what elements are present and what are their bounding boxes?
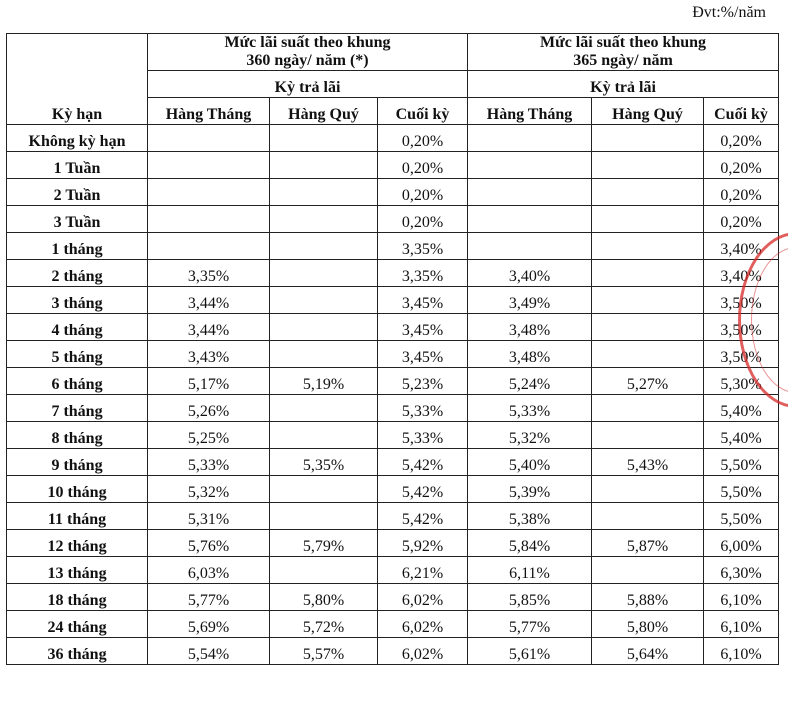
end-365-cell: 5,50% [704,476,779,503]
table-row [7,449,779,476]
end-360-cell: 5,42% [378,449,468,476]
table-row [7,152,779,179]
end-360-cell: 6,02% [378,611,468,638]
group-365-line2: 365 ngày/ năm [573,52,673,69]
quarterly-365-cell: 5,80% [592,611,704,638]
end-365-cell: 3,40% [704,233,779,260]
monthly-365-cell: 5,85% [468,584,592,611]
term-cell: 1 Tuần [7,152,148,179]
term-cell: 36 tháng [7,638,148,665]
term-cell: 3 tháng [7,287,148,314]
monthly-360-cell: 5,32% [148,476,270,503]
end-360-cell: 6,21% [378,557,468,584]
term-cell: 2 Tuần [7,179,148,206]
end-360-cell: 5,33% [378,422,468,449]
end-360-cell: 3,35% [378,260,468,287]
end-360-cell: 0,20% [378,152,468,179]
quarterly-365-cell [592,476,704,503]
quarterly-360-cell [270,422,378,449]
monthly-365-cell: 5,40% [468,449,592,476]
quarterly-365-cell [592,179,704,206]
table-row [7,314,779,341]
monthly-360-cell: 5,26% [148,395,270,422]
unit-note: Đvt:%/năm [692,4,766,21]
end-360-cell: 6,02% [378,638,468,665]
term-cell: Không kỳ hạn [7,125,148,152]
monthly-360-cell [148,206,270,233]
col-monthly-365: Hàng Tháng [468,98,592,125]
col-quarterly-360: Hàng Quý [270,98,378,125]
quarterly-360-cell [270,260,378,287]
end-360-cell: 0,20% [378,206,468,233]
end-365-cell: 5,40% [704,422,779,449]
table-row [7,395,779,422]
end-365-cell: 5,30% [704,368,779,395]
monthly-360-cell [148,152,270,179]
end-360-cell: 3,35% [378,233,468,260]
quarterly-360-cell [270,287,378,314]
table-row [7,206,779,233]
table-row [7,503,779,530]
term-cell: 11 tháng [7,503,148,530]
monthly-360-cell: 5,54% [148,638,270,665]
end-360-cell: 5,23% [378,368,468,395]
term-cell: 12 tháng [7,530,148,557]
quarterly-360-cell [270,314,378,341]
table-row [7,233,779,260]
quarterly-360-cell [270,152,378,179]
table-row [7,179,779,206]
monthly-365-cell [468,233,592,260]
monthly-365-cell: 5,39% [468,476,592,503]
quarterly-365-cell: 5,87% [592,530,704,557]
monthly-365-cell: 5,24% [468,368,592,395]
monthly-360-cell [148,179,270,206]
table-row [7,611,779,638]
quarterly-365-cell [592,260,704,287]
payment-period-365: Kỳ trả lãi [468,71,779,98]
monthly-365-cell [468,206,592,233]
quarterly-365-cell [592,314,704,341]
table-row [7,584,779,611]
end-365-cell: 6,00% [704,530,779,557]
term-header: Kỳ hạn [7,34,148,125]
end-365-cell: 5,50% [704,503,779,530]
monthly-360-cell: 6,03% [148,557,270,584]
quarterly-365-cell [592,206,704,233]
quarterly-360-cell [270,233,378,260]
term-cell: 7 tháng [7,395,148,422]
quarterly-365-cell: 5,43% [592,449,704,476]
quarterly-360-cell [270,557,378,584]
quarterly-360-cell [270,341,378,368]
end-365-cell: 6,30% [704,557,779,584]
quarterly-365-cell [592,233,704,260]
quarterly-360-cell: 5,19% [270,368,378,395]
monthly-365-cell: 5,84% [468,530,592,557]
group-360-header [148,34,468,71]
quarterly-360-cell: 5,57% [270,638,378,665]
quarterly-360-cell [270,206,378,233]
quarterly-365-cell: 5,27% [592,368,704,395]
quarterly-365-cell [592,503,704,530]
end-365-cell: 5,50% [704,449,779,476]
end-365-cell: 3,50% [704,341,779,368]
monthly-360-cell: 5,25% [148,422,270,449]
quarterly-365-cell [592,125,704,152]
monthly-360-cell [148,233,270,260]
quarterly-360-cell [270,395,378,422]
end-365-cell: 6,10% [704,611,779,638]
monthly-365-cell: 3,40% [468,260,592,287]
table-row [7,530,779,557]
monthly-365-cell: 5,77% [468,611,592,638]
table-row [7,422,779,449]
monthly-360-cell: 5,76% [148,530,270,557]
monthly-360-cell: 3,43% [148,341,270,368]
col-quarterly-365: Hàng Quý [592,98,704,125]
end-360-cell: 5,92% [378,530,468,557]
table-row [7,125,779,152]
monthly-365-cell: 5,61% [468,638,592,665]
group-360-line1: Mức lãi suất theo khung [224,34,391,51]
monthly-365-cell: 5,38% [468,503,592,530]
monthly-360-cell: 5,69% [148,611,270,638]
quarterly-365-cell [592,341,704,368]
end-365-cell: 0,20% [704,179,779,206]
interest-rate-table [6,33,779,665]
quarterly-365-cell [592,422,704,449]
monthly-360-cell: 5,33% [148,449,270,476]
group-365-line1: Mức lãi suất theo khung [539,34,707,51]
col-end-360: Cuối kỳ [378,98,468,125]
end-360-cell: 3,45% [378,314,468,341]
quarterly-360-cell: 5,72% [270,611,378,638]
term-cell: 6 tháng [7,368,148,395]
quarterly-365-cell [592,395,704,422]
table-row [7,476,779,503]
quarterly-360-cell: 5,79% [270,530,378,557]
monthly-360-cell: 3,35% [148,260,270,287]
quarterly-365-cell [592,287,704,314]
term-cell: 18 tháng [7,584,148,611]
term-cell: 10 tháng [7,476,148,503]
col-end-365: Cuối kỳ [704,98,779,125]
table-row [7,368,779,395]
monthly-365-cell: 5,33% [468,395,592,422]
table-row [7,260,779,287]
term-cell: 13 tháng [7,557,148,584]
monthly-360-cell: 3,44% [148,314,270,341]
table-row [7,341,779,368]
quarterly-360-cell [270,179,378,206]
end-360-cell: 5,42% [378,476,468,503]
end-360-cell: 3,45% [378,287,468,314]
term-cell: 3 Tuần [7,206,148,233]
quarterly-360-cell: 5,35% [270,449,378,476]
monthly-360-cell: 3,44% [148,287,270,314]
term-cell: 8 tháng [7,422,148,449]
term-cell: 9 tháng [7,449,148,476]
quarterly-360-cell [270,125,378,152]
quarterly-360-cell [270,503,378,530]
monthly-360-cell [148,125,270,152]
end-365-cell: 0,20% [704,206,779,233]
end-360-cell: 3,45% [378,341,468,368]
quarterly-365-cell: 5,64% [592,638,704,665]
monthly-365-cell [468,152,592,179]
payment-period-360: Kỳ trả lãi [148,71,468,98]
end-360-cell: 0,20% [378,179,468,206]
monthly-365-cell: 6,11% [468,557,592,584]
monthly-365-cell: 5,32% [468,422,592,449]
monthly-365-cell: 3,48% [468,314,592,341]
table-row [7,287,779,314]
end-365-cell: 3,50% [704,314,779,341]
end-365-cell: 5,40% [704,395,779,422]
quarterly-360-cell: 5,80% [270,584,378,611]
col-monthly-360: Hàng Tháng [148,98,270,125]
monthly-365-cell [468,125,592,152]
term-cell: 4 tháng [7,314,148,341]
quarterly-365-cell [592,557,704,584]
monthly-360-cell: 5,17% [148,368,270,395]
table-row [7,557,779,584]
rate-rows [7,125,779,665]
term-cell: 5 tháng [7,341,148,368]
table-row [7,638,779,665]
end-365-cell: 6,10% [704,638,779,665]
end-365-cell: 0,20% [704,125,779,152]
end-360-cell: 0,20% [378,125,468,152]
monthly-365-cell [468,179,592,206]
term-cell: 2 tháng [7,260,148,287]
monthly-365-cell: 3,49% [468,287,592,314]
monthly-360-cell: 5,77% [148,584,270,611]
quarterly-365-cell: 5,88% [592,584,704,611]
end-365-cell: 3,40% [704,260,779,287]
end-360-cell: 6,02% [378,584,468,611]
monthly-360-cell: 5,31% [148,503,270,530]
group-360-line2: 360 ngày/ năm (*) [246,52,369,69]
term-cell: 1 tháng [7,233,148,260]
end-365-cell: 0,20% [704,152,779,179]
end-365-cell: 3,50% [704,287,779,314]
end-360-cell: 5,33% [378,395,468,422]
group-365-header [468,34,779,71]
end-360-cell: 5,42% [378,503,468,530]
quarterly-360-cell [270,476,378,503]
monthly-365-cell: 3,48% [468,341,592,368]
end-365-cell: 6,10% [704,584,779,611]
term-cell: 24 tháng [7,611,148,638]
quarterly-365-cell [592,152,704,179]
